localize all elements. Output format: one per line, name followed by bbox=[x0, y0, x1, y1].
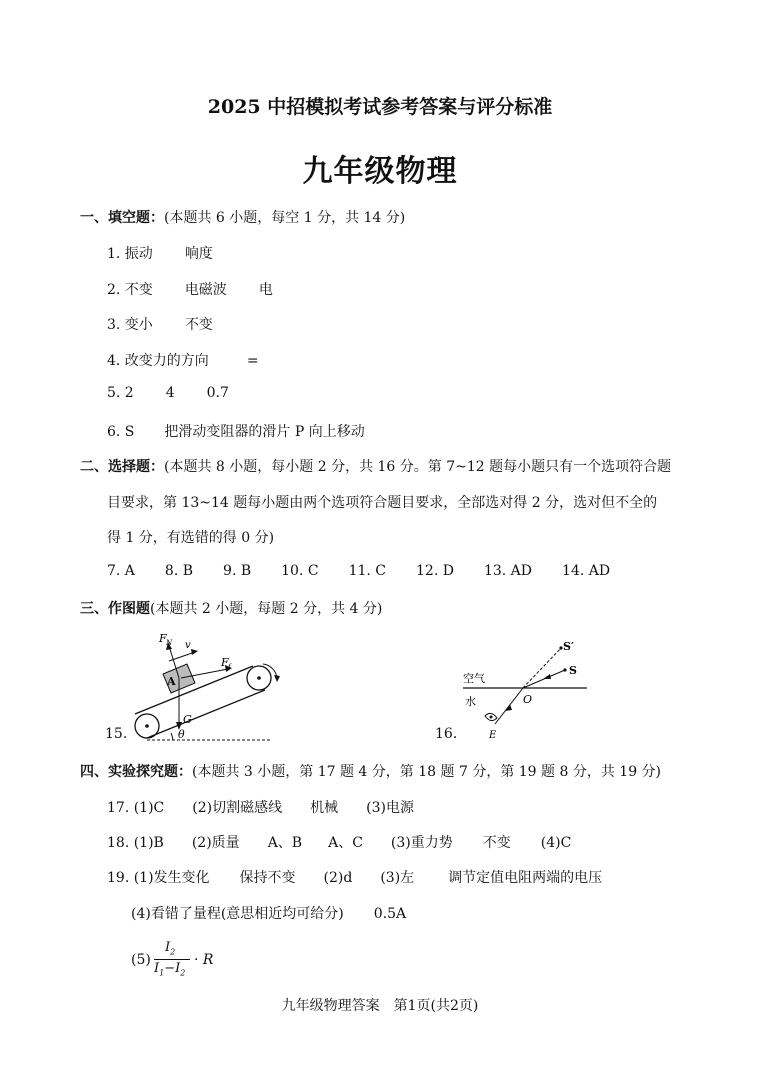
conveyor-diagram bbox=[125, 628, 285, 746]
eye-label: E bbox=[489, 730, 497, 741]
section2-desc-2: 目要求，第 13~14 题每小题由两个选项符合题目要求，全部选对得 2 分，选对但不全的 bbox=[107, 495, 658, 511]
choice-answer: 8. B bbox=[164, 563, 194, 579]
answer-text: 把滑动变阻器的滑片 P 向上移动 bbox=[164, 424, 365, 440]
answer-text: 电 bbox=[258, 282, 273, 298]
answer-text: 1. 振动 bbox=[107, 246, 153, 262]
source-point-label: S bbox=[569, 664, 577, 677]
subscript: 2 bbox=[180, 968, 186, 978]
section4-title: 四、实验探究题： bbox=[80, 764, 192, 780]
answer-text: 不变 bbox=[184, 317, 213, 333]
answer-row-5 bbox=[107, 385, 229, 401]
water-label: 水 bbox=[465, 695, 476, 708]
normal-force-label: F bbox=[159, 632, 167, 645]
symbol: I bbox=[154, 961, 160, 976]
section2-heading bbox=[80, 456, 671, 476]
choice-answer: 13. AD bbox=[483, 563, 533, 579]
section3-title: 三、作图题 bbox=[80, 601, 150, 617]
refraction-diagram bbox=[455, 632, 595, 744]
answer-row-2 bbox=[107, 279, 273, 299]
section2-desc-1: (本题共 8 小题，每小题 2 分，共 16 分。第 7~12 题每小题只有一个选项符合题 bbox=[164, 459, 672, 475]
section4-heading bbox=[80, 761, 661, 781]
subscript: 2 bbox=[170, 947, 176, 957]
answer-text: (3)电源 bbox=[366, 800, 414, 816]
choice-answer: 12. D bbox=[416, 563, 454, 579]
friction-force-subscript: f bbox=[228, 663, 231, 671]
answer-text: 0.7 bbox=[206, 385, 229, 401]
section3-desc: (本题共 2 小题，每题 2 分，共 4 分) bbox=[150, 601, 383, 617]
answer-text: 保持不变 bbox=[239, 870, 296, 886]
answer-text: 机械 bbox=[310, 800, 339, 816]
question-15-label: 15. bbox=[105, 726, 128, 742]
answer-row-6 bbox=[107, 421, 365, 441]
answer-text: 17. (1)C bbox=[107, 800, 165, 816]
answer-row-4 bbox=[107, 350, 259, 370]
answer-text: 6. S bbox=[107, 424, 135, 440]
section2-desc-3: 得 1 分，有选错的得 0 分) bbox=[107, 530, 275, 546]
section2-title: 二、选择题： bbox=[80, 459, 164, 475]
numerator bbox=[165, 940, 175, 957]
page-footer: 九年级物理答案 第1页(共2页) bbox=[281, 998, 479, 1014]
incidence-point-label: O bbox=[523, 693, 533, 706]
answer-row-19 bbox=[107, 867, 602, 887]
section1-title: 一、填空题： bbox=[80, 210, 164, 226]
choice-answer: 14. AD bbox=[562, 563, 611, 579]
answer-text: 调节定值电阻两端的电压 bbox=[448, 870, 603, 886]
normal-force-subscript: N bbox=[166, 639, 173, 647]
answer-row-3 bbox=[107, 314, 213, 334]
gravity-label: G bbox=[183, 713, 192, 726]
symbol: I bbox=[175, 961, 181, 976]
operator: − bbox=[164, 961, 176, 976]
answer-text: 18. (1)B bbox=[107, 835, 164, 851]
answer-text: 电磁波 bbox=[184, 282, 227, 298]
section4-desc: (本题共 3 小题，第 17 题 4 分，第 18 题 7 分，第 19 题 8 分，共 19 分) bbox=[192, 764, 662, 780]
section1-heading bbox=[80, 207, 405, 227]
answer-text: (4)C bbox=[540, 835, 572, 851]
image-point-label: S′ bbox=[563, 640, 574, 653]
subscript: 1 bbox=[159, 968, 165, 978]
answer-text: A、B bbox=[267, 835, 303, 851]
denominator bbox=[154, 961, 185, 978]
formula-label: (5) bbox=[131, 952, 151, 968]
choice-answer: 10. C bbox=[281, 563, 319, 579]
answer-row-19-4 bbox=[131, 903, 406, 923]
section3-heading bbox=[80, 598, 382, 618]
answer-text: 19. (1)发生变化 bbox=[107, 870, 210, 886]
question-16-label: 16. bbox=[435, 726, 458, 742]
document-title: 九年级物理 bbox=[302, 154, 458, 189]
answer-text: 5. 2 bbox=[107, 385, 134, 401]
answer-text: (2)d bbox=[323, 870, 353, 886]
symbol: I bbox=[165, 940, 171, 955]
answer-text: 4 bbox=[165, 385, 175, 401]
answer-text: 不变 bbox=[482, 835, 511, 851]
answer-text: (2)质量 bbox=[191, 835, 240, 851]
answer-row-1 bbox=[107, 243, 213, 263]
answer-text: A、C bbox=[328, 835, 363, 851]
answer-text: 4. 改变力的方向 bbox=[107, 353, 209, 369]
answer-text: 0.5A bbox=[373, 906, 407, 922]
answer-row-17 bbox=[107, 797, 414, 817]
block-label: A bbox=[167, 675, 176, 688]
friction-force-label: F bbox=[221, 656, 229, 669]
angle-label: θ bbox=[178, 728, 185, 741]
answer-text: (3)重力势 bbox=[390, 835, 453, 851]
fraction-bar bbox=[154, 959, 190, 960]
answer-text: 响度 bbox=[184, 246, 213, 262]
choice-answer: 11. C bbox=[348, 563, 387, 579]
choice-answers bbox=[107, 563, 610, 579]
formula-tail: · R bbox=[194, 952, 214, 968]
air-label: 空气 bbox=[463, 672, 485, 685]
answer-text: = bbox=[246, 353, 259, 369]
velocity-label: v bbox=[185, 640, 191, 651]
answer-text: 2. 不变 bbox=[107, 282, 153, 298]
answer-text: (2)切割磁感线 bbox=[192, 800, 283, 816]
choice-answer: 7. A bbox=[107, 563, 135, 579]
section1-desc: (本题共 6 小题，每空 1 分，共 14 分) bbox=[164, 210, 406, 226]
answer-text: (3)左 bbox=[380, 870, 415, 886]
answer-text: 3. 变小 bbox=[107, 317, 153, 333]
answer-text: (4)看错了量程(意思相近均可给分) bbox=[131, 906, 344, 922]
current-ratio-formula bbox=[152, 940, 192, 980]
choice-answer: 9. B bbox=[223, 563, 252, 579]
answer-row-18 bbox=[107, 832, 571, 852]
document-subtitle: 2025 中招模拟考试参考答案与评分标准 bbox=[207, 96, 553, 118]
